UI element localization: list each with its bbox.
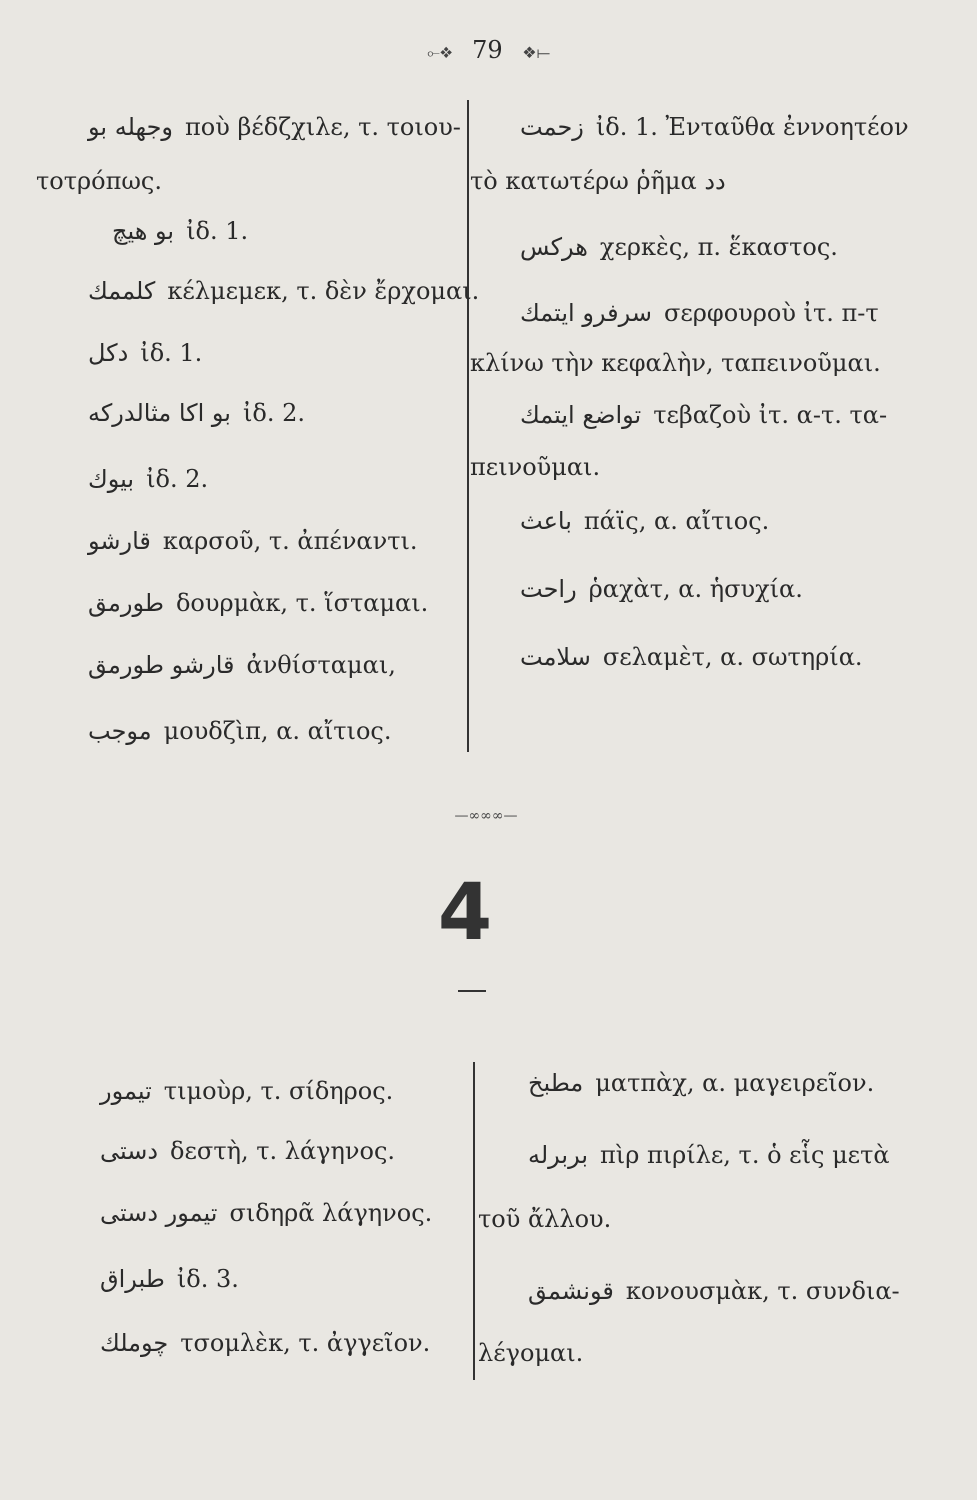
greek-gloss: τὸ κατωτέρω ῥῆμα دد [470,167,726,195]
greek-gloss: ἀνθίσταμαι, [246,651,396,679]
turkish-word: طورمق [88,589,164,617]
greek-gloss: πὶρ πιρίλε, τ. ὁ εἷς μετὰ [600,1141,890,1169]
ornament-left-icon: ⟜❖ [427,43,453,62]
entry-line [88,276,479,306]
greek-gloss: τοτρόπως. [36,167,162,195]
entry-line [520,400,887,430]
greek-gloss: λέγομαι. [478,1339,584,1367]
turkish-word: قارشو [88,527,151,555]
column-rule-upper [467,100,469,752]
greek-gloss: σερφουροὺ ἰτ. π-τ [663,299,879,327]
greek-gloss: σιδηρᾶ λάγηνος. [229,1199,433,1227]
entry-line [478,1338,583,1368]
turkish-word: باعث [520,507,572,535]
greek-gloss: χερκὲς, π. ἕκαστος. [599,233,838,261]
turkish-word: راحت [520,575,577,603]
entry-line [88,526,418,556]
turkish-word: قارشو طورمق [88,651,235,679]
entry-line [88,112,461,142]
ornament-right-icon: ❖⟝ [522,43,550,62]
greek-gloss: ἰδ. 2. [242,399,305,427]
entry-line [520,506,769,536]
turkish-word: تیمور دستی [100,1199,218,1227]
turkish-word: هرکس [520,233,588,261]
greek-gloss: πάϊς, α. αἴτιος. [583,507,770,535]
entry-line [100,1264,239,1294]
greek-gloss: ποὺ βέδζχιλε, τ. τοιου- [185,113,461,141]
greek-gloss: κέλμεμεκ, τ. δὲν ἔρχομαι. [167,277,480,305]
section-divider-ornament: —∞∞∞— [454,808,518,824]
entry-line [88,716,391,746]
entry-line [528,1140,890,1170]
entry-line [478,1204,611,1234]
greek-gloss: κλίνω τὴν κεφαλὴν, ταπεινοῦμαι. [470,349,881,377]
turkish-word: قونشمق [528,1277,614,1305]
greek-gloss: δουρμὰκ, τ. ἵσταμαι. [175,589,429,617]
turkish-word: موجب [88,717,152,745]
column-rule-lower [473,1062,475,1380]
entry-line [520,112,909,142]
greek-gloss: τιμοὺρ, τ. σίδηρος. [163,1077,394,1105]
entry-line [470,166,726,196]
greek-gloss: τεβαζοὺ ἰτ. α-τ. τα- [653,401,888,429]
turkish-word: وجهله بو [88,113,174,141]
turkish-word: سلامت [520,643,591,671]
turkish-word: سرفرو ایتمك [520,299,652,327]
entry-line [88,398,305,428]
entry-line [470,452,600,482]
entry-line [528,1276,900,1306]
entry-line [100,1198,432,1228]
page-header [0,36,977,64]
entry-line [520,574,803,604]
section-number: 4 [437,868,493,958]
greek-gloss: ῥαχὰτ, α. ἡσυχία. [588,575,803,603]
turkish-word: بو هيچ [112,217,175,245]
entry-line [528,1068,874,1098]
greek-gloss: τοῦ ἄλλου. [478,1205,612,1233]
greek-gloss: ἰδ. 1. [186,217,249,245]
section-dash [458,990,486,992]
entry-line [88,650,396,680]
turkish-word: تیمور [100,1077,152,1105]
page-number: 79 [472,36,503,64]
entry-line [520,298,879,328]
entry-line [36,166,162,196]
entry-line [112,216,248,246]
turkish-word: زحمت [520,113,584,141]
turkish-word: مطبخ [528,1069,584,1097]
greek-gloss: σελαμὲτ, α. σωτηρία. [602,643,863,671]
greek-gloss: ἰδ. 1. Ἐνταῦθα ἐννοητέον [595,113,909,141]
greek-gloss: δεστὴ, τ. λάγηνος. [170,1137,396,1165]
greek-gloss: ματπὰχ, α. μαγειρεῖον. [595,1069,875,1097]
greek-gloss: κονουσμὰκ, τ. συνδια- [625,1277,900,1305]
turkish-word: دکل [88,339,129,367]
turkish-word: تواضع ایتمك [520,401,642,429]
turkish-word: بو اکا مثالدرکه [88,399,231,427]
entry-line [520,232,838,262]
turkish-word: دستی [100,1137,159,1165]
greek-gloss: καρσοῦ, τ. ἀπέναντι. [162,527,418,555]
greek-gloss: ἰδ. 3. [176,1265,239,1293]
entry-line [100,1076,393,1106]
entry-line [88,588,428,618]
entry-line [88,464,208,494]
greek-gloss: τσομλὲκ, τ. ἀγγεῖον. [180,1329,431,1357]
turkish-word: طبراق [100,1265,165,1293]
greek-gloss: ἰδ. 2. [146,465,209,493]
greek-gloss: πεινοῦμαι. [470,453,601,481]
turkish-word: کلممك [88,277,156,305]
entry-line [100,1328,430,1358]
entry-line [520,642,863,672]
entry-line [470,348,881,378]
greek-gloss: μουδζὶπ, α. αἴτιος. [163,717,392,745]
turkish-word: چوملك [100,1329,169,1357]
turkish-word: بیوك [88,465,135,493]
entry-line [88,338,202,368]
greek-gloss: ἰδ. 1. [140,339,203,367]
turkish-word: بربرله [528,1141,589,1169]
entry-line [100,1136,395,1166]
